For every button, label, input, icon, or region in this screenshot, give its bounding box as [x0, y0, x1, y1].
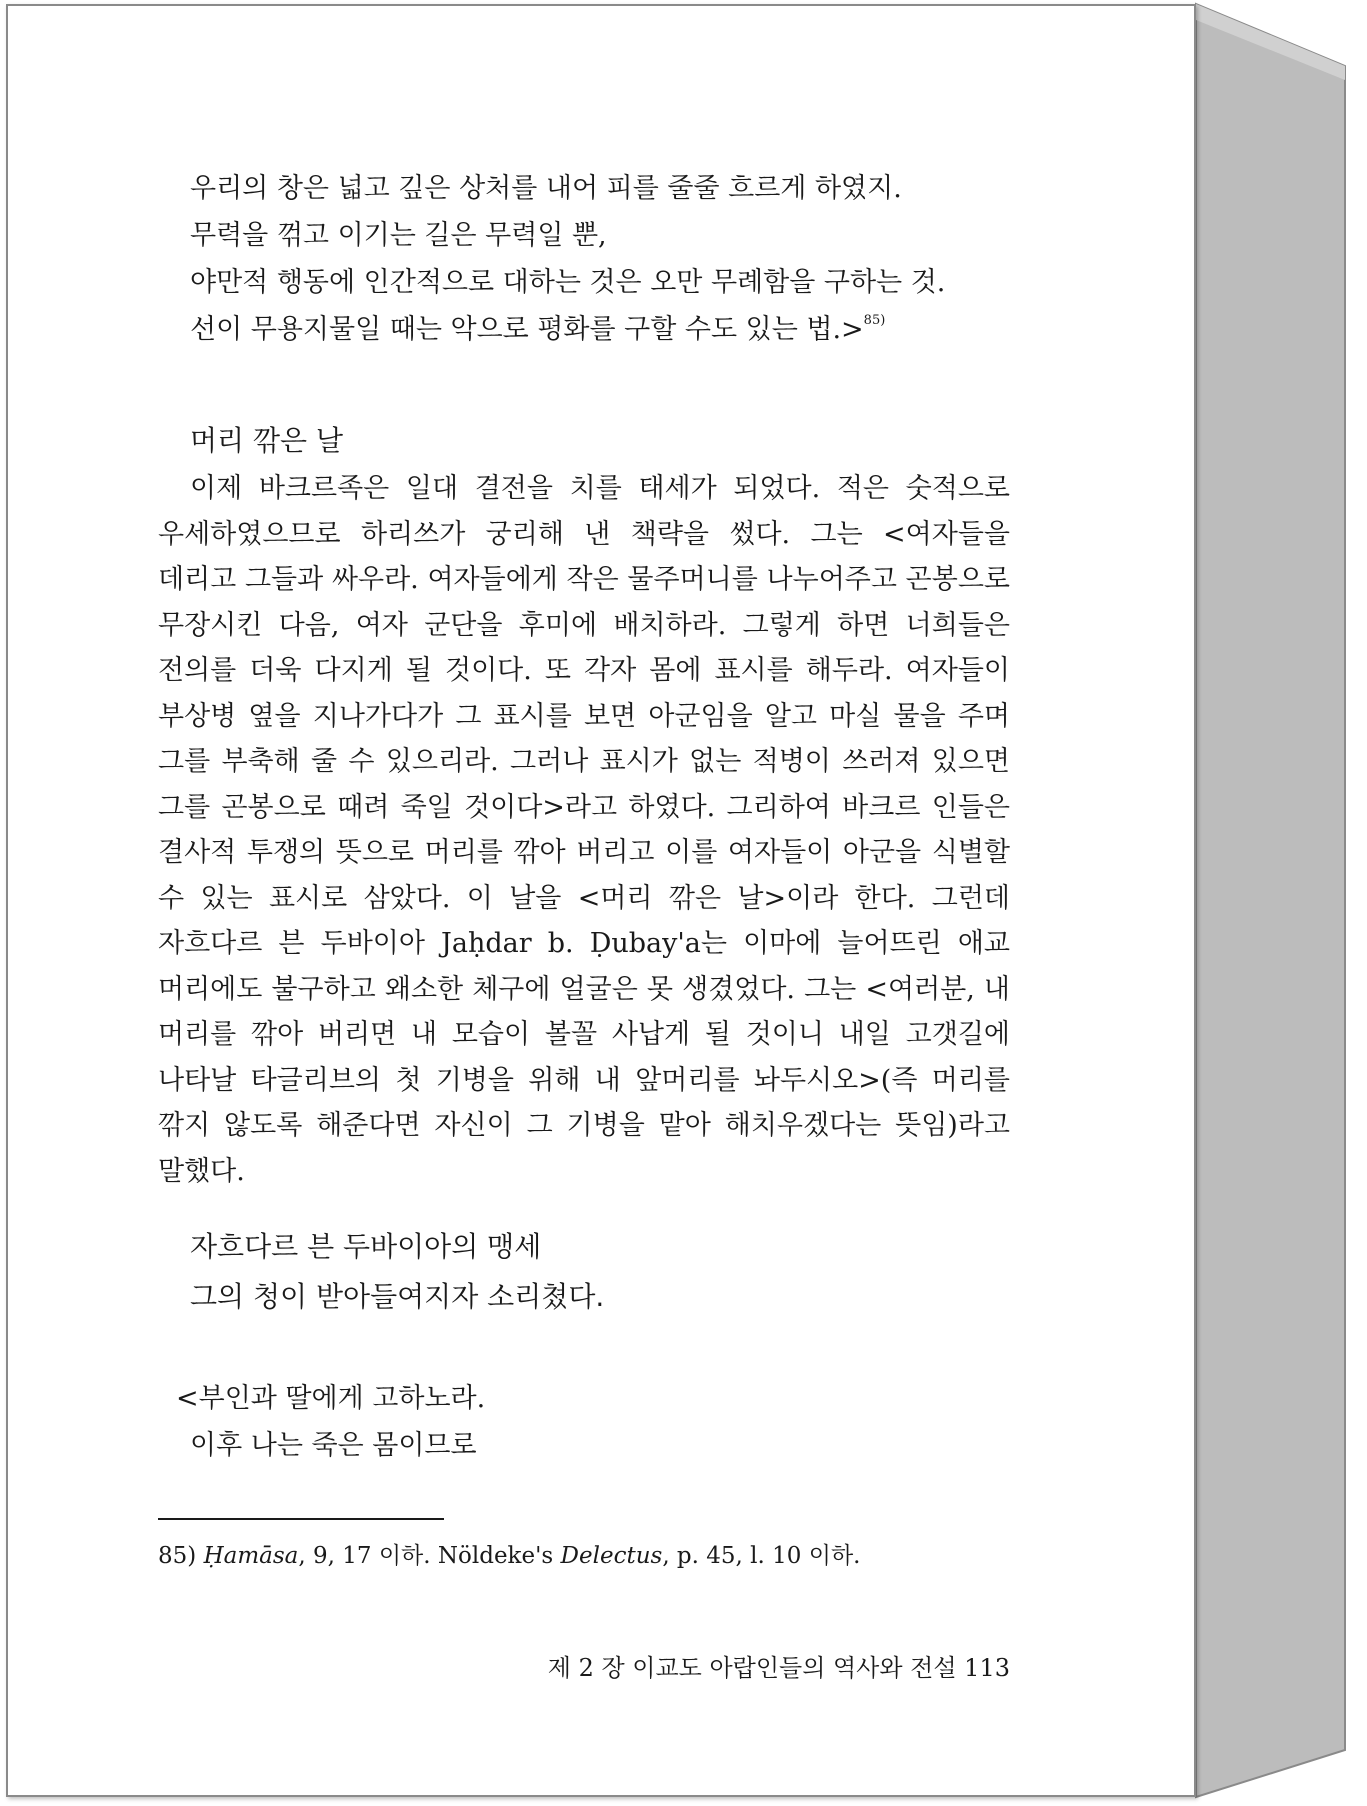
- poem2-line-2: 이후 나는 죽은 몸이므로: [190, 1430, 477, 1461]
- poem-line-4-text: 선이 무용지물일 때는 악으로 평화를 구할 수도 있는 법.>: [190, 314, 864, 345]
- footnote-text-2: , p. 45, l. 10 이하.: [662, 1543, 861, 1569]
- poem-line-1: 우리의 창은 넓고 깊은 상처를 내어 피를 줄줄 흐르게 하였지.: [190, 173, 902, 204]
- body-paragraph-text: 이제 바크르족은 일대 결전을 치를 태세가 되었다. 적은 숫적으로 우세하였으므로 하리쓰가 궁리해 낸 책략을 썼다. 그는 <여자들을 데리고 그들과 싸우라. 여자들에게 작은 물주머니를 나누어주고 곤봉으로 무장시킨 다음, 여자 군단을 후미에 배치하라. 그렇게 하면 너희들은 전의를 더욱 다지게 될 것이다. 또 각자 몸에 표시를 해두라. 여자들이 부상병 옆을 지나가다가 그 표시를 보면 아군임을 알고 마실 물을 주며 그를 부축해 줄 수 있으리라. 그러나 표시가 없는 적병이 쓰러져 있으면 그를 곤봉으로 때려 죽일 것이다>라고 하였다. 그리하여 바크르 인들은 결사적 투쟁의 뜻으로 머리를 깎아 버리고 이를 여자들이 아군을 식별할 수 있는 표시로 삼았다. 이 날을 <머리 깎은 날>이라 한다. 그런데 자흐다르 븐 두바이아 Jaḥdar b. Ḍubay'a는 이마에 늘어뜨린 애교 머리에도 불구하고 왜소한 체구에 얼굴은 못 생겼었다. 그는 <여러분, 내 머리를 깎아 버리면 내 모습이 볼꼴 사납게 될 것이니 내일 고갯길에 나타날 타글리브의 첫 기병을 위해 내 앞머리를 놔두시오>(즉 머리를 깎지 않도록 해준다면 자신이 그 기병을 맡아 해치우겠다는 뜻임)라고 말했다.: [158, 473, 1010, 1187]
- body-paragraph: [158, 466, 1010, 1194]
- footnote-85: [158, 1542, 860, 1570]
- section-heading-shaved-day: 머리 깎은 날: [190, 424, 344, 457]
- poem-line-3: 야만적 행동에 인간적으로 대하는 것은 오만 무례함을 구하는 것.: [190, 267, 946, 298]
- section-heading-oath: 자흐다르 븐 두바이아의 맹세: [190, 1230, 542, 1263]
- footnote-text-1: , 9, 17 이하. Nöldeke's: [298, 1543, 561, 1569]
- poem-line-4: [190, 315, 885, 345]
- book-page: [6, 4, 1196, 1797]
- footnote-divider: [158, 1518, 444, 1520]
- running-footer-page-number: 제 2 장 이교도 아랍인들의 역사와 전설 113: [547, 1654, 1010, 1682]
- footnote-title-hamasa: Ḥamāsa: [203, 1543, 299, 1569]
- subheading-line: 그의 청이 받아들여지자 소리쳤다.: [190, 1280, 605, 1313]
- poem2-line-1: <부인과 딸에게 고하노라.: [176, 1383, 486, 1414]
- footnote-reference: 85): [863, 313, 886, 328]
- footnote-number: 85): [158, 1543, 197, 1569]
- footnote-title-delectus: Delectus: [560, 1543, 663, 1569]
- poem-line-2: 무력을 꺾고 이기는 길은 무력일 뿐,: [190, 220, 607, 251]
